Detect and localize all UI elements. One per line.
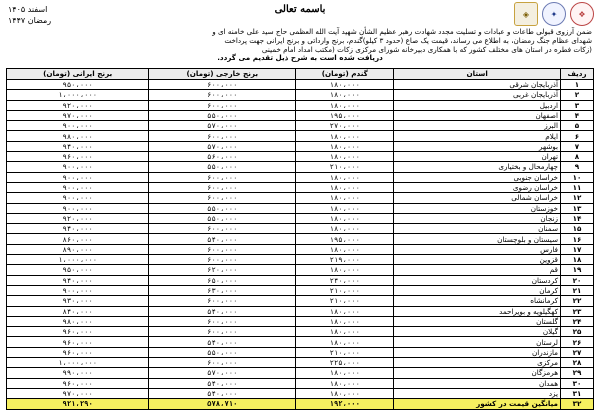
row-wheat: ۱۸۰،۰۰۰: [296, 388, 394, 398]
row-iranian-rice: ۹۴۰،۰۰۰: [7, 141, 149, 151]
table-row: [7, 141, 594, 151]
row-iranian-rice: ۹۴۰،۰۰۰: [7, 275, 149, 285]
row-num: ۳۱: [561, 388, 594, 398]
intro-paragraph: [8, 28, 592, 63]
row-iranian-rice: ۹۲۰،۰۰۰: [7, 100, 149, 110]
row-num: ۳: [561, 100, 594, 110]
row-foreign-rice: ۶۰۰،۰۰۰: [149, 358, 296, 368]
row-wheat: ۱۸۰،۰۰۰: [296, 100, 394, 110]
row-num: ۱۵: [561, 224, 594, 234]
row-num: ۲: [561, 90, 594, 100]
row-foreign-rice: ۶۰۰،۰۰۰: [149, 244, 296, 254]
row-province: همدان: [394, 378, 561, 388]
row-num: ۱۴: [561, 213, 594, 223]
row-foreign-rice: ۵۴۰،۰۰۰: [149, 378, 296, 388]
row-foreign-rice: ۶۰۰،۰۰۰: [149, 182, 296, 192]
row-province: سیستان و بلوچستان: [394, 234, 561, 244]
intro-line: ضمن آرزوی قبولی طاعات و عبادات و تسلیت مجدد شهادت رهبر عظیم الشأن شهید آیت الله العظمی حاج سید علی خامنه ای و: [212, 27, 592, 36]
row-num: ۲۰: [561, 275, 594, 285]
table-row: [7, 121, 594, 131]
row-wheat: ۲۱۰،۰۰۰: [296, 296, 394, 306]
row-iranian-rice: ۹۹۰،۰۰۰: [7, 368, 149, 378]
table-row: [7, 368, 594, 378]
row-wheat: ۱۸۰،۰۰۰: [296, 80, 394, 90]
row-num: ۲۱: [561, 285, 594, 295]
row-iranian-rice: ۸۶۰،۰۰۰: [7, 234, 149, 244]
row-foreign-rice: ۵۵۰،۰۰۰: [149, 110, 296, 120]
table-row: [7, 182, 594, 192]
row-wheat: ۲۴۰،۰۰۰: [296, 275, 394, 285]
row-foreign-rice: ۶۰۰،۰۰۰: [149, 316, 296, 326]
row-num: ۱۲: [561, 193, 594, 203]
row-wheat: ۲۱۰،۰۰۰: [296, 285, 394, 295]
date-hijri: رمضان ۱۴۴۷: [8, 16, 52, 25]
row-foreign-rice: ۶۲۰،۰۰۰: [149, 265, 296, 275]
row-wheat: ۲۲۵،۰۰۰: [296, 358, 394, 368]
row-province: زنجان: [394, 213, 561, 223]
row-wheat: ۱۹۵،۰۰۰: [296, 234, 394, 244]
row-num: ۲۲: [561, 296, 594, 306]
col-wheat: گندم (تومان): [296, 69, 394, 80]
row-province: البرز: [394, 121, 561, 131]
table-row: [7, 358, 594, 368]
row-wheat: ۱۸۰،۰۰۰: [296, 327, 394, 337]
row-foreign-rice: ۵۵۰،۰۰۰: [149, 203, 296, 213]
row-iranian-rice: ۹۰۰،۰۰۰: [7, 121, 149, 131]
table-row: [7, 265, 594, 275]
row-iranian-rice: ۹۷۰،۰۰۰: [7, 388, 149, 398]
avg-iranian-rice: ۹۲۱،۲۹۰: [7, 399, 149, 409]
price-table: [6, 68, 594, 410]
row-iranian-rice: ۱،۰۰۰،۰۰۰: [7, 90, 149, 100]
row-province: کرمانشاه: [394, 296, 561, 306]
row-province: آذربایجان شرقی: [394, 80, 561, 90]
row-wheat: ۱۸۰،۰۰۰: [296, 90, 394, 100]
row-foreign-rice: ۶۰۰،۰۰۰: [149, 255, 296, 265]
row-wheat: ۱۸۰،۰۰۰: [296, 141, 394, 151]
row-province: خوزستان: [394, 203, 561, 213]
row-iranian-rice: ۹۲۰،۰۰۰: [7, 213, 149, 223]
row-foreign-rice: ۵۴۰،۰۰۰: [149, 337, 296, 347]
row-foreign-rice: ۵۵۰،۰۰۰: [149, 162, 296, 172]
col-num: ردیف: [561, 69, 594, 80]
table-body: [7, 80, 594, 410]
row-foreign-rice: ۶۳۰،۰۰۰: [149, 285, 296, 295]
row-wheat: ۱۸۰،۰۰۰: [296, 152, 394, 162]
row-wheat: ۱۸۰،۰۰۰: [296, 213, 394, 223]
table-row: [7, 347, 594, 357]
table-row: [7, 306, 594, 316]
row-province: خراسان جنوبی: [394, 172, 561, 182]
page-header: [0, 0, 600, 30]
row-iranian-rice: ۹۶۰،۰۰۰: [7, 347, 149, 357]
table-row: [7, 110, 594, 120]
row-province: مرکزی: [394, 358, 561, 368]
row-foreign-rice: ۶۰۰،۰۰۰: [149, 327, 296, 337]
table-row: [7, 316, 594, 326]
date-block: [8, 4, 88, 26]
row-wheat: ۱۸۰،۰۰۰: [296, 306, 394, 316]
row-province: گلستان: [394, 316, 561, 326]
row-iranian-rice: ۹۴۰،۰۰۰: [7, 224, 149, 234]
row-foreign-rice: ۶۰۰،۰۰۰: [149, 131, 296, 141]
row-province: قم: [394, 265, 561, 275]
row-iranian-rice: ۹۰۰،۰۰۰: [7, 193, 149, 203]
row-wheat: ۱۸۰،۰۰۰: [296, 244, 394, 254]
row-num: ۱۰: [561, 172, 594, 182]
seal-logo-icon: ❖: [570, 2, 594, 26]
row-wheat: ۱۹۵،۰۰۰: [296, 110, 394, 120]
row-foreign-rice: ۶۰۰،۰۰۰: [149, 100, 296, 110]
col-iranian-rice: برنج ایرانی (تومان): [7, 69, 149, 80]
date-shamsi: اسفند ۱۴۰۵: [8, 5, 48, 14]
row-num: ۲۹: [561, 368, 594, 378]
row-iranian-rice: ۹۷۰،۰۰۰: [7, 110, 149, 120]
table-row: [7, 244, 594, 254]
row-province: لرستان: [394, 337, 561, 347]
row-foreign-rice: ۵۴۰،۰۰۰: [149, 306, 296, 316]
price-table-wrap: [6, 68, 594, 409]
row-province: ایلام: [394, 131, 561, 141]
table-row: [7, 224, 594, 234]
row-num: ۸: [561, 152, 594, 162]
table-row: [7, 337, 594, 347]
table-row: [7, 203, 594, 213]
row-wheat: ۱۸۰،۰۰۰: [296, 172, 394, 182]
row-province: چهارمحال و بختیاری: [394, 162, 561, 172]
row-num: ۷: [561, 141, 594, 151]
row-province: خراسان رضوی: [394, 182, 561, 192]
row-foreign-rice: ۶۰۰،۰۰۰: [149, 296, 296, 306]
row-iranian-rice: ۹۶۰،۰۰۰: [7, 378, 149, 388]
emblem-logo-icon: ◈: [514, 2, 538, 26]
table-row: [7, 234, 594, 244]
row-province: مازندران: [394, 347, 561, 357]
table-row: [7, 152, 594, 162]
row-foreign-rice: ۵۶۰،۰۰۰: [149, 152, 296, 162]
col-province: استان: [394, 69, 561, 80]
row-province: اردبیل: [394, 100, 561, 110]
row-foreign-rice: ۵۴۰،۰۰۰: [149, 388, 296, 398]
row-province: آذربایجان غربی: [394, 90, 561, 100]
intro-line: شهدای عظام جنگ رمضان، به اطلاع می رساند، قیمت یک صاع (حدود ۳ کیلو)گندم، برنج وارداتی و برنج ایرانی جهت پرداخت: [224, 35, 592, 45]
table-row: [7, 193, 594, 203]
row-foreign-rice: ۵۷۰،۰۰۰: [149, 121, 296, 131]
table-row: [7, 285, 594, 295]
row-iranian-rice: ۸۴۰،۰۰۰: [7, 306, 149, 316]
table-row: [7, 131, 594, 141]
row-foreign-rice: ۶۰۰،۰۰۰: [149, 90, 296, 100]
row-iranian-rice: ۹۰۰،۰۰۰: [7, 172, 149, 182]
row-wheat: ۲۱۰،۰۰۰: [296, 347, 394, 357]
relief-logo-icon: ✦: [542, 2, 566, 26]
table-row: [7, 80, 594, 90]
row-iranian-rice: ۹۳۰،۰۰۰: [7, 296, 149, 306]
row-foreign-rice: ۵۵۰،۰۰۰: [149, 213, 296, 223]
row-province: تهران: [394, 152, 561, 162]
table-row: [7, 162, 594, 172]
row-province: فارس: [394, 244, 561, 254]
row-num: ۶: [561, 131, 594, 141]
row-num: ۱۳: [561, 203, 594, 213]
table-row: [7, 378, 594, 388]
row-foreign-rice: ۶۰۰،۰۰۰: [149, 224, 296, 234]
row-num: ۲۳: [561, 306, 594, 316]
row-num: ۵: [561, 121, 594, 131]
row-num: ۲۸: [561, 358, 594, 368]
avg-label: میانگین قیمت در کشور: [394, 399, 561, 409]
row-iranian-rice: ۹۶۰،۰۰۰: [7, 337, 149, 347]
row-num: ۱: [561, 80, 594, 90]
avg-num: ۳۲: [561, 399, 594, 409]
row-wheat: ۱۸۰،۰۰۰: [296, 131, 394, 141]
row-province: خراسان شمالی: [394, 193, 561, 203]
row-num: ۲۶: [561, 337, 594, 347]
row-foreign-rice: ۵۴۰،۰۰۰: [149, 234, 296, 244]
row-province: اصفهان: [394, 110, 561, 120]
row-wheat: ۱۸۰،۰۰۰: [296, 316, 394, 326]
row-wheat: ۱۸۰،۰۰۰: [296, 203, 394, 213]
row-wheat: ۱۸۰،۰۰۰: [296, 368, 394, 378]
row-wheat: ۱۸۰،۰۰۰: [296, 378, 394, 388]
avg-wheat: ۱۹۲،۰۰۰: [296, 399, 394, 409]
row-num: ۱۷: [561, 244, 594, 254]
row-iranian-rice: ۹۸۰،۰۰۰: [7, 131, 149, 141]
table-row: [7, 275, 594, 285]
table-row: [7, 296, 594, 306]
row-num: ۳۰: [561, 378, 594, 388]
row-wheat: ۲۱۹،۰۰۰: [296, 255, 394, 265]
row-province: گیلان: [394, 327, 561, 337]
row-num: ۱۱: [561, 182, 594, 192]
row-iranian-rice: ۱،۰۰۰،۰۰۰: [7, 255, 149, 265]
row-iranian-rice: ۹۶۰،۰۰۰: [7, 152, 149, 162]
row-iranian-rice: ۹۶۰،۰۰۰: [7, 327, 149, 337]
row-foreign-rice: ۶۰۰،۰۰۰: [149, 172, 296, 182]
row-num: ۲۴: [561, 316, 594, 326]
row-province: کردستان: [394, 275, 561, 285]
table-row: [7, 100, 594, 110]
row-iranian-rice: ۹۸۰،۰۰۰: [7, 316, 149, 326]
row-wheat: ۱۸۰،۰۰۰: [296, 193, 394, 203]
table-row: [7, 388, 594, 398]
intro-line: (زکات فطره در استان های مختلف کشور که با همکاری دبیرخانه شورای مرکزی زکات (مکتب امداد امام خمینی: [261, 44, 592, 54]
row-province: بوشهر: [394, 141, 561, 151]
row-foreign-rice: ۵۵۰،۰۰۰: [149, 347, 296, 357]
row-foreign-rice: ۵۷۰،۰۰۰: [149, 368, 296, 378]
logo-group: [514, 2, 594, 26]
row-iranian-rice: ۹۰۰،۰۰۰: [7, 285, 149, 295]
row-wheat: ۱۸۰،۰۰۰: [296, 337, 394, 347]
row-num: ۱۸: [561, 255, 594, 265]
col-foreign-rice: برنج خارجی (تومان): [149, 69, 296, 80]
row-province: یزد: [394, 388, 561, 398]
row-iranian-rice: ۹۵۰،۰۰۰: [7, 265, 149, 275]
row-iranian-rice: ۹۰۰،۰۰۰: [7, 203, 149, 213]
intro-line: دریافت شده است به شرح ذیل تقدیم می گردد.: [217, 53, 383, 63]
row-num: ۴: [561, 110, 594, 120]
average-row: [7, 399, 594, 409]
row-province: کرمان: [394, 285, 561, 295]
avg-foreign-rice: ۵۷۸،۷۱۰: [149, 399, 296, 409]
row-foreign-rice: ۶۵۰،۰۰۰: [149, 275, 296, 285]
row-iranian-rice: ۱،۰۰۰،۰۰۰: [7, 358, 149, 368]
row-wheat: ۱۸۰،۰۰۰: [296, 265, 394, 275]
table-row: [7, 255, 594, 265]
row-num: ۹: [561, 162, 594, 172]
table-header-row: [7, 69, 594, 80]
row-wheat: ۲۷۰،۰۰۰: [296, 121, 394, 131]
row-iranian-rice: ۹۰۰،۰۰۰: [7, 182, 149, 192]
table-row: [7, 327, 594, 337]
row-iranian-rice: ۹۰۰،۰۰۰: [7, 162, 149, 172]
row-iranian-rice: ۹۵۰،۰۰۰: [7, 80, 149, 90]
row-num: ۱۹: [561, 265, 594, 275]
row-province: هرمزگان: [394, 368, 561, 378]
row-num: ۲۷: [561, 347, 594, 357]
table-row: [7, 90, 594, 100]
row-foreign-rice: ۶۰۰،۰۰۰: [149, 80, 296, 90]
row-foreign-rice: ۵۷۰،۰۰۰: [149, 141, 296, 151]
table-row: [7, 172, 594, 182]
row-wheat: ۱۸۰،۰۰۰: [296, 182, 394, 192]
row-province: قزوین: [394, 255, 561, 265]
row-province: سمنان: [394, 224, 561, 234]
row-wheat: ۱۸۰،۰۰۰: [296, 224, 394, 234]
page-title: باسمه تعالی: [274, 4, 326, 15]
row-num: ۲۵: [561, 327, 594, 337]
row-iranian-rice: ۸۹۰،۰۰۰: [7, 244, 149, 254]
row-num: ۱۶: [561, 234, 594, 244]
row-foreign-rice: ۶۰۰،۰۰۰: [149, 193, 296, 203]
table-row: [7, 213, 594, 223]
row-wheat: ۲۱۰،۰۰۰: [296, 162, 394, 172]
row-province: کهگیلویه و بویراحمد: [394, 306, 561, 316]
